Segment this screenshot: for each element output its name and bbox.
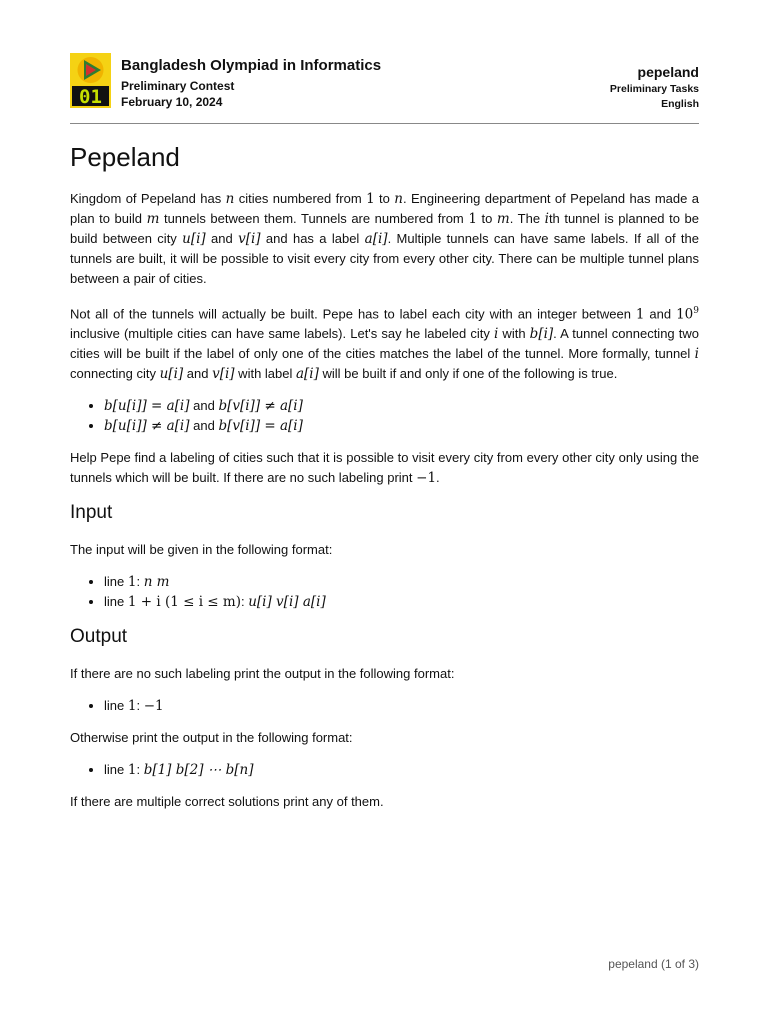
statement-paragraph-3: Help Pepe find a labeling of cities such that it is possible to visit every city from every other city only using the tunnels which will be built. If there are no such labeling print −1.	[70, 450, 699, 487]
list-item: • b[u[i]] ≠ a[i] and b[v[i]] = a[i]	[104, 416, 699, 436]
output-note: If there are multiple correct solutions print any of them.	[70, 794, 384, 810]
input-format-list	[70, 572, 699, 612]
output-heading: Output	[70, 626, 128, 648]
list-item: • b[u[i]] = a[i] and b[v[i]] ≠ a[i]	[104, 396, 699, 416]
list-item: • line 1 + i (1 ≤ i ≤ m): u[i] v[i] a[i]	[104, 592, 699, 612]
input-intro: The input will be given in the following format:	[70, 542, 333, 558]
task-name: pepeland	[637, 64, 699, 80]
page-title: Pepeland	[70, 142, 180, 172]
contest-date: February 10, 2024	[121, 95, 223, 109]
task-language: English	[661, 98, 699, 110]
boi-logo-icon	[70, 53, 111, 108]
list-item: • line 1: n m	[104, 572, 699, 592]
statement-paragraph-1: Kingdom of Pepeland has n cities numbered from 1 to n. Engineering department of Pepeland has made a plan to build m tunnels between them. Tunnels are numbered from 1 to m. The ith tunnel is planned to be build between city u[i] and v[i] and has a label a[i]. Multiple tunnels can have same labels. If all of the tunnels are built, it will be possible to visit every city from every other city. There can be multiple tunnel plans between a pair of cities.	[70, 191, 700, 286]
output-intro-1: If there are no such labeling print the output in the following format:	[70, 666, 455, 682]
logo-text: 01	[79, 86, 102, 108]
output-format-list-b	[70, 760, 699, 780]
org-name: Bangladesh Olympiad in Informatics	[121, 57, 382, 74]
statement-paragraph-2: Not all of the tunnels will actually be built. Pepe has to label each city with an integer between 1 and $10^9$ inclusive (multiple cities can have same labels). Let's say he labeled city i with b[i]. A tunnel connecting two cities will be built if the label of only one of the cities matches the label of the tunnel. More formally, tunnel i connecting city u[i] and v[i] with label a[i] will be built if and only if one of the following is true.	[70, 306, 700, 383]
input-heading: Input	[70, 502, 113, 524]
page-header	[70, 53, 699, 111]
page-footer: pepeland (1 of 3)	[608, 957, 699, 971]
output-intro-2: Otherwise print the output in the following format:	[70, 730, 353, 746]
condition-list	[70, 396, 699, 436]
header-divider	[70, 123, 699, 124]
problem-statement	[70, 142, 699, 824]
list-item: • line 1: b[1] b[2] ⋯ b[n]	[104, 760, 699, 780]
output-format-list-a	[70, 696, 699, 716]
list-item: • line 1: −1	[104, 696, 699, 716]
contest-name: Preliminary Contest	[121, 79, 235, 93]
task-category: Preliminary Tasks	[609, 83, 699, 95]
